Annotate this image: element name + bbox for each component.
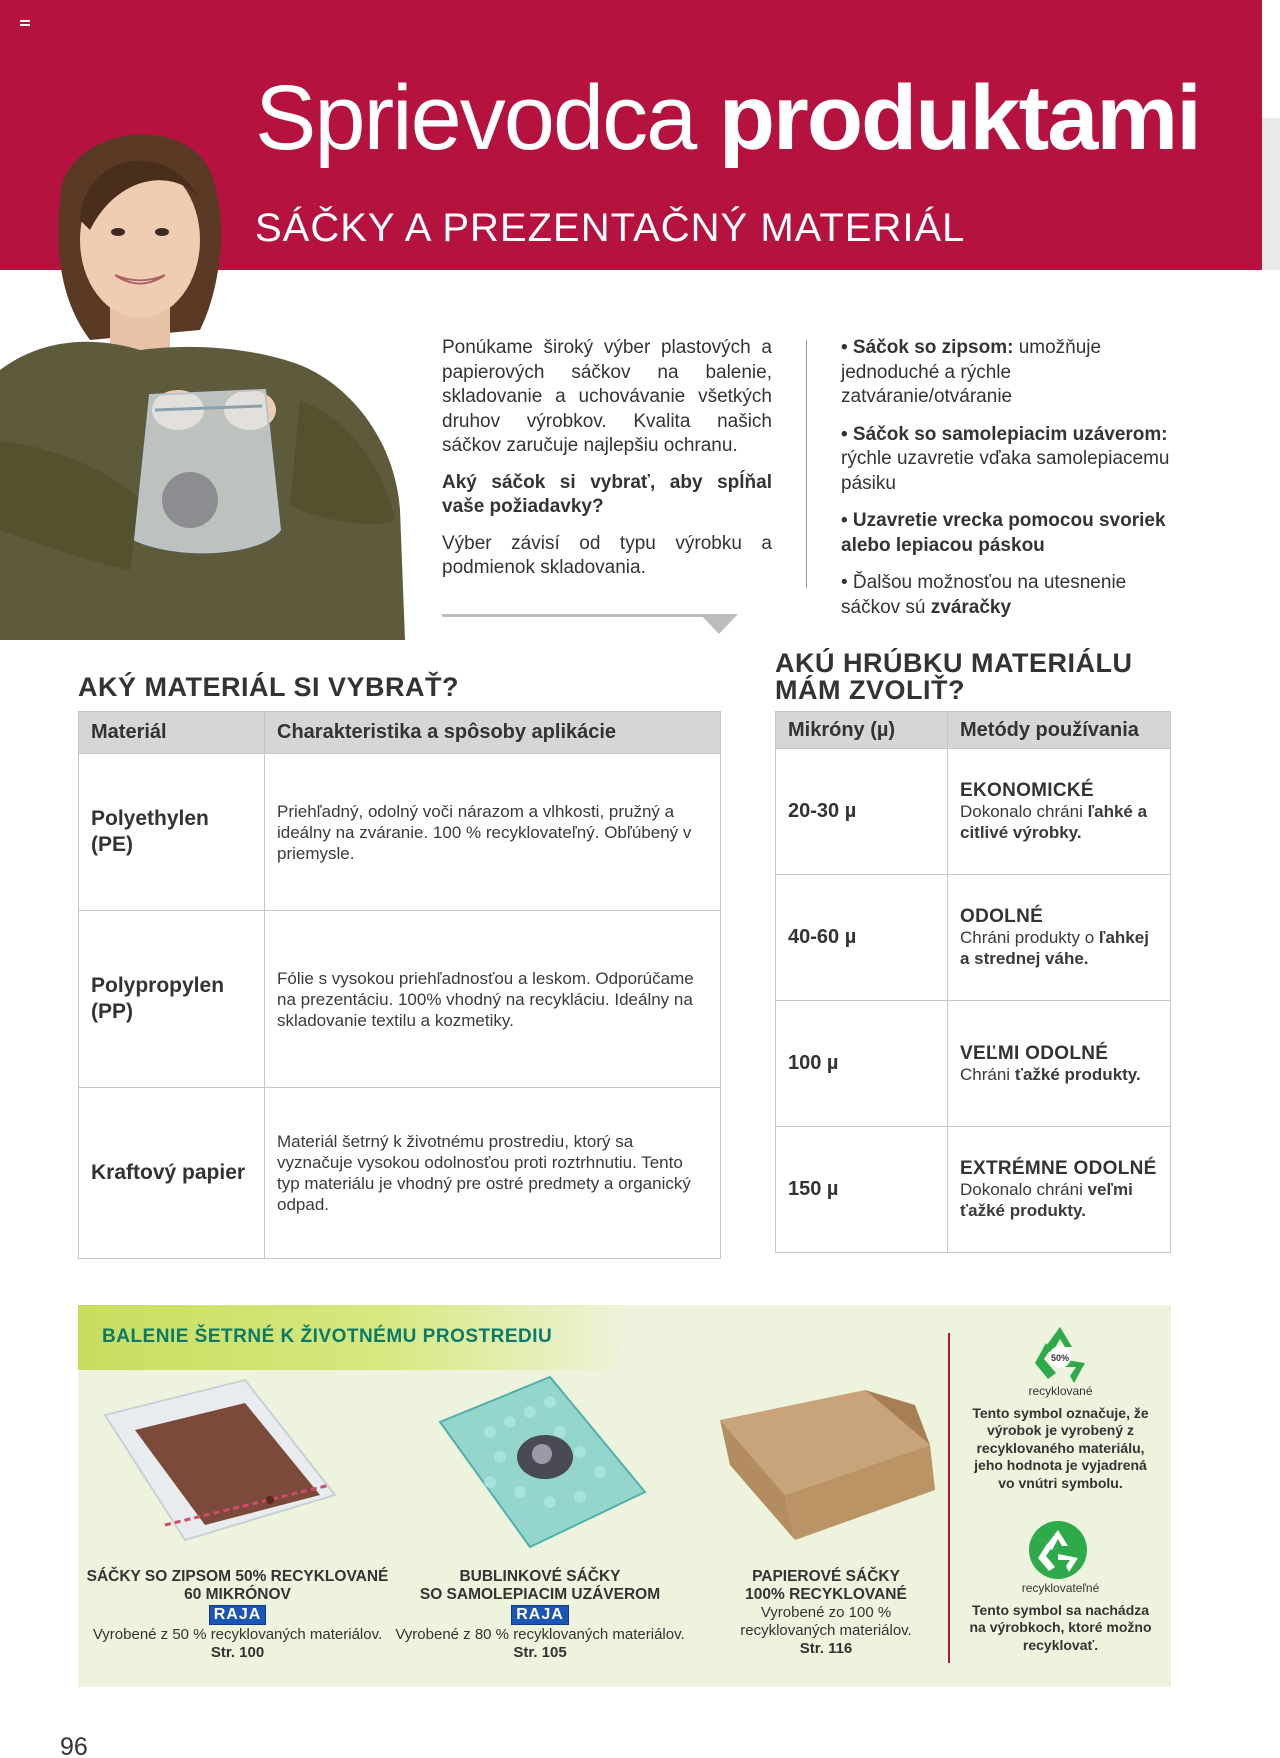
characteristics-col-header: Charakteristika a spôsoby aplikácie bbox=[265, 712, 721, 754]
product-zip-bags bbox=[85, 1568, 390, 1662]
material-name: Polypropylen (PP) bbox=[79, 911, 265, 1088]
thickness-table bbox=[775, 711, 1171, 1253]
usage-title: VEĽMI ODOLNÉ bbox=[960, 1042, 1109, 1064]
intro-text bbox=[442, 336, 772, 593]
recyclable-icon bbox=[1028, 1520, 1088, 1580]
material-table-header bbox=[79, 712, 721, 754]
header-edge bbox=[1262, 118, 1280, 270]
eco-divider bbox=[948, 1333, 950, 1663]
recycled-badge: 50% bbox=[1050, 1353, 1070, 1363]
usage-text: Dokonalo chráni bbox=[960, 1180, 1088, 1199]
bullet-clips bbox=[841, 509, 1171, 558]
intro-arrow-icon bbox=[700, 614, 738, 634]
bullet-zip bbox=[841, 336, 1171, 410]
product-name-line-2: 100% RECYKLOVANÉ bbox=[745, 1586, 907, 1603]
person-photo bbox=[0, 110, 410, 640]
usage-title: ODOLNÉ bbox=[960, 906, 1044, 927]
material-heading: AKÝ MATERIÁL SI VYBRAŤ? bbox=[78, 672, 460, 702]
material-name: Polyethylen (PE) bbox=[79, 754, 265, 911]
legend-label: recyklované bbox=[1028, 1384, 1093, 1398]
product-paper-bags bbox=[712, 1568, 940, 1658]
legend-text: Tento symbol sa nachádza na výrobkoch, ktoré možno recyklovať. bbox=[969, 1601, 1152, 1653]
title-light: Sprievodca bbox=[255, 67, 696, 169]
bullet-adhesive-text: rýchle uzavretie vďaka samolepiacemu pásiku bbox=[841, 448, 1170, 494]
product-page-ref[interactable]: Str. 100 bbox=[210, 1644, 265, 1661]
bubble-bag-image bbox=[430, 1372, 650, 1552]
usage-cell bbox=[948, 875, 1171, 1001]
usage-cell bbox=[948, 1001, 1171, 1127]
table-row bbox=[776, 749, 1171, 875]
material-desc: Priehľadný, odolný voči nárazom a vlhkosti, pružný a ideálny na zváranie. 100 % recyklovateľný. Obľúbený v priemysle. bbox=[265, 754, 721, 911]
usage-text-bold: ľahké a citlivé výrobky. bbox=[960, 802, 1148, 842]
micron-value: 100 µ bbox=[776, 1001, 948, 1127]
usage-title: EKONOMICKÉ bbox=[960, 780, 1094, 801]
material-name: Kraftový papier bbox=[79, 1088, 265, 1259]
product-bubble-bags bbox=[395, 1568, 685, 1662]
usage-col-header: Metódy používania bbox=[948, 712, 1171, 749]
product-desc: Vyrobené z 80 % recyklovaných materiálov. bbox=[395, 1626, 685, 1643]
intro-question: Aký sáčok si vybrať, aby spĺňal vaše požiadavky? bbox=[442, 471, 772, 517]
micron-col-header: Mikróny (µ) bbox=[776, 712, 948, 749]
usage-text: Chráni bbox=[960, 1064, 1015, 1084]
page-number: 96 bbox=[60, 1733, 88, 1758]
thickness-table-header bbox=[776, 712, 1171, 749]
product-name-line-1: SÁČKY SO ZIPSOM 50% RECYKLOVANÉ bbox=[86, 1568, 389, 1585]
zip-bag-image bbox=[95, 1375, 345, 1545]
intro-paragraph-1: Ponúkame široký výber plastových a papierových sáčkov na balenie, skladovanie a uchovávanie všetkých druhov výrobkov. Kvalita našich sáčkov zaručuje najlepšiu ochranu. bbox=[442, 337, 772, 456]
table-row bbox=[776, 1001, 1171, 1127]
thickness-heading-line-2: MÁM ZVOLIŤ? bbox=[775, 675, 965, 705]
usage-text-bold: veľmi ťažké produkty. bbox=[960, 1180, 1133, 1220]
bullet-adhesive-bold: • Sáčok so samolepiacim uzáverom: bbox=[841, 423, 1168, 445]
table-row bbox=[776, 875, 1171, 1001]
product-name-line-1: BUBLINKOVÉ SÁČKY bbox=[459, 1568, 621, 1585]
usage-title: EXTRÉMNE ODOLNÉ bbox=[960, 1158, 1157, 1179]
usage-text-bold: ťažké produkty. bbox=[1014, 1064, 1141, 1084]
thickness-heading-line-1: AKÚ HRÚBKU MATERIÁLU bbox=[775, 648, 1133, 678]
product-name-line-2: 60 MIKRÓNOV bbox=[184, 1586, 291, 1603]
bullet-zip-text: umožňuje jednoduché a rýchle zatváranie/otváranie bbox=[841, 337, 1102, 407]
material-col-header: Materiál bbox=[79, 712, 265, 754]
raja-logo: RAJA bbox=[511, 1605, 569, 1625]
material-desc: Fólie s vysokou priehľadnosťou a leskom. Odporúčame na prezentáciu. 100% vhodný na recykláciu. Ideálny na skladovanie textilu a kozmetiky. bbox=[265, 911, 721, 1088]
material-desc: Materiál šetrný k životnému prostrediu, ktorý sa vyznačuje vysokou odolnosťou proti roztrhnutiu. Tento typ materiálu je vhodný pre ostré predmety a organický odpad. bbox=[265, 1088, 721, 1259]
bullet-sealers-bold: zváračky bbox=[930, 596, 1012, 618]
product-desc: Vyrobené zo 100 % recyklovaných materiálov. bbox=[740, 1604, 912, 1639]
usage-text: Dokonalo chráni bbox=[960, 802, 1088, 821]
micron-value: 40-60 µ bbox=[776, 875, 948, 1001]
recycled-icon bbox=[1030, 1325, 1090, 1383]
menu-icon[interactable] bbox=[20, 20, 30, 26]
bullet-clips-bold: • Uzavretie vrecka pomocou svoriek alebo lepiacou páskou bbox=[841, 510, 1166, 556]
page-title bbox=[255, 67, 1200, 169]
product-page-ref[interactable]: Str. 116 bbox=[799, 1640, 853, 1657]
product-page-ref[interactable]: Str. 105 bbox=[513, 1644, 567, 1661]
micron-value: 20-30 µ bbox=[776, 749, 948, 875]
usage-cell bbox=[948, 749, 1171, 875]
eco-heading: BALENIE ŠETRNÉ K ŽIVOTNÉMU PROSTREDIU bbox=[102, 1326, 553, 1347]
bag-closure-list bbox=[841, 336, 1171, 633]
bullet-zip-bold: • Sáčok so zipsom: bbox=[841, 337, 1014, 358]
title-bold: produktami bbox=[718, 67, 1200, 169]
usage-text: Chráni produkty o bbox=[960, 928, 1099, 947]
bullet-sealers bbox=[841, 571, 1171, 620]
legend-recyclable bbox=[968, 1580, 1153, 1654]
table-row bbox=[776, 1127, 1171, 1253]
intro-underline bbox=[442, 614, 706, 617]
table-row bbox=[79, 754, 721, 911]
product-desc: Vyrobené z 50 % recyklovaných materiálov. bbox=[92, 1626, 383, 1643]
bullet-sealers-text: • Ďalšou možnosťou na utesnenie sáčkov sú bbox=[841, 572, 1127, 618]
paper-bag-image bbox=[715, 1385, 940, 1545]
product-name-line-2: SO SAMOLEPIACIM UZÁVEROM bbox=[419, 1586, 661, 1603]
legend-label: recyklovateľné bbox=[1021, 1581, 1100, 1595]
raja-logo: RAJA bbox=[209, 1605, 267, 1625]
legend-recycled bbox=[968, 1383, 1153, 1492]
usage-text-bold: ľahkej a strednej váhe. bbox=[960, 928, 1149, 968]
table-row bbox=[79, 1088, 721, 1259]
page-subtitle: SÁČKY A PREZENTAČNÝ MATERIÁL bbox=[255, 206, 966, 250]
thickness-heading bbox=[775, 650, 1132, 704]
intro-divider bbox=[806, 340, 807, 588]
legend-text: Tento symbol označuje, že výrobok je vyrobený z recyklovaného materiálu, jeho hodnota je vyjadrená vo vnútri symbolu. bbox=[972, 1404, 1149, 1491]
product-name-line-1: PAPIEROVÉ SÁČKY bbox=[752, 1568, 900, 1585]
micron-value: 150 µ bbox=[776, 1127, 948, 1253]
material-table bbox=[78, 711, 721, 1259]
table-row bbox=[79, 911, 721, 1088]
bullet-adhesive bbox=[841, 423, 1171, 497]
intro-paragraph-2: Výber závisí od typu výrobku a podmienok skladovania. bbox=[442, 532, 772, 578]
usage-cell bbox=[948, 1127, 1171, 1253]
